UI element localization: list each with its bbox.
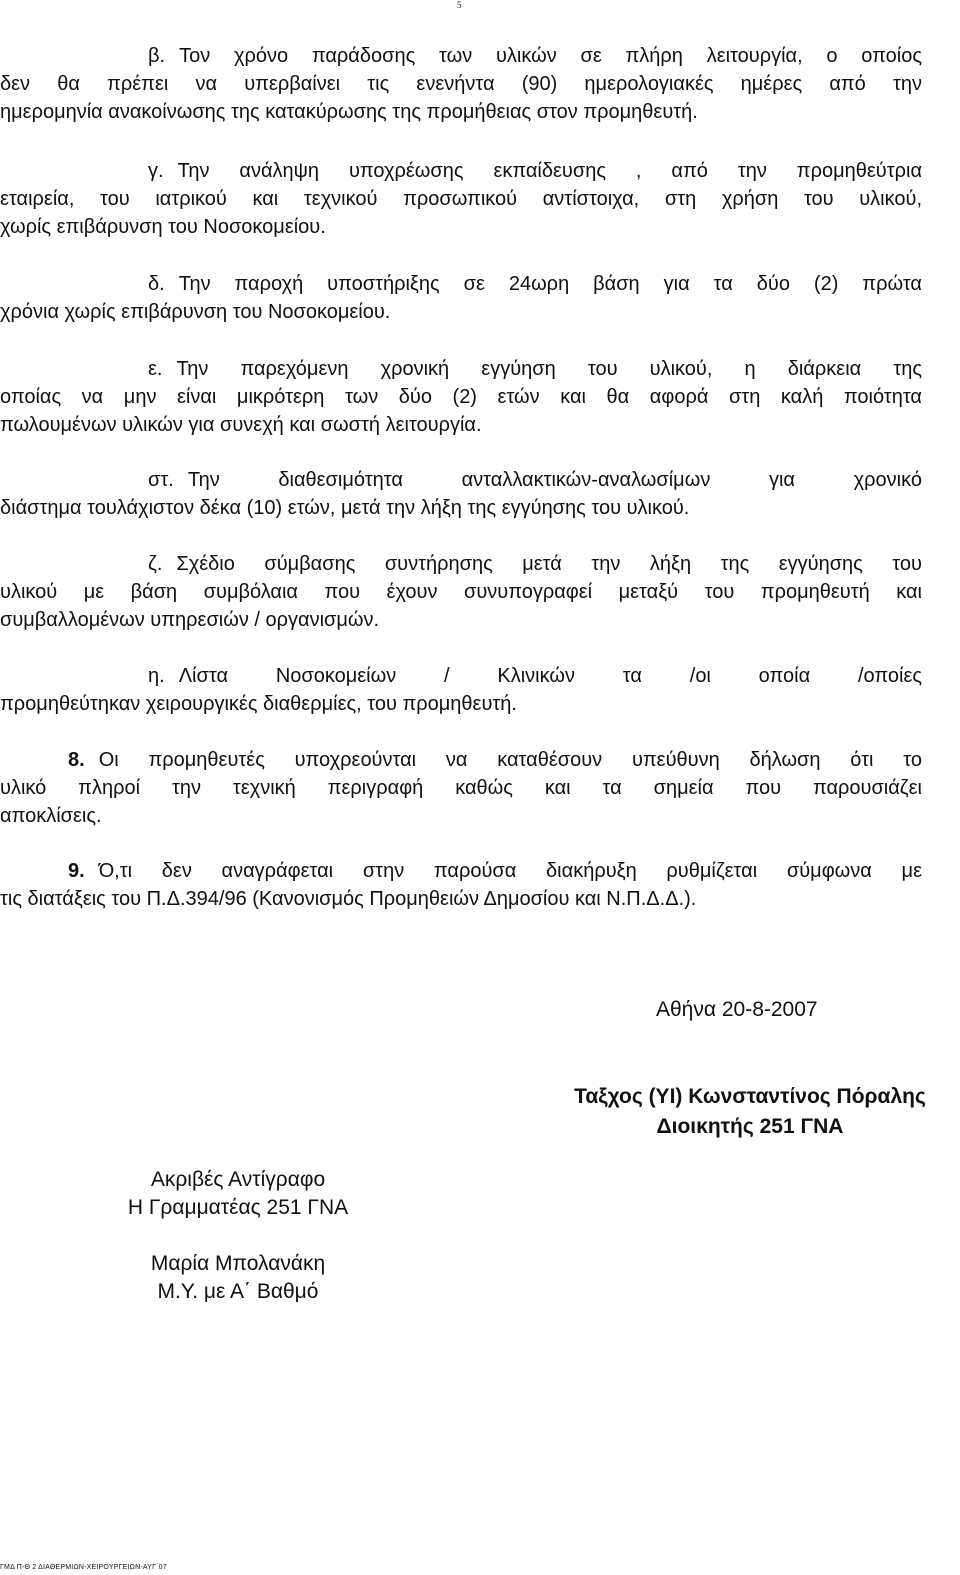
paragraph-8 — [0, 746, 922, 830]
paragraph-z-label: ζ. — [148, 553, 163, 575]
paragraph-h-text1: Λίστα Νοσοκομείων / Κλινικών τα /οι οποία /οποίες — [178, 665, 922, 687]
secretary-rank: Μ.Υ. με Α΄ Βαθμό — [157, 1280, 319, 1303]
paragraph-z-line3: συμβαλλομένων υπηρεσιών / οργανισμών. — [0, 609, 380, 631]
paragraph-e-line2: οποίας να μην είναι μικρότερη των δύο (2) ετών και θα αφορά στη καλή ποιότητα — [0, 386, 922, 408]
paragraph-d-text1: Την παροχή υποστήριξης σε 24ωρη βάση για τα δύο (2) πρώτα — [178, 273, 922, 295]
paragraph-h-line1 — [0, 662, 922, 690]
page-number: 5 — [457, 0, 462, 10]
paragraph-z-line1 — [0, 550, 922, 578]
paragraph-e-label: ε. — [148, 358, 163, 380]
paragraph-d-label: δ. — [148, 273, 165, 295]
paragraph-b — [0, 42, 922, 126]
paragraph-d-line1 — [0, 270, 922, 298]
paragraph-b-line2: δεν θα πρέπει να υπερβαίνει τις ενενήντα (90) ημερολογιακές ημέρες από την — [0, 73, 922, 95]
certified-copy-block — [100, 1166, 376, 1306]
paragraph-b-text1: Τον χρόνο παράδοσης των υλικών σε πλήρη λειτουργία, ο οποίος — [179, 45, 922, 67]
paragraph-c — [0, 157, 922, 241]
paragraph-8-line1 — [0, 746, 922, 774]
paragraph-d-line2: χρόνια χωρίς επιβάρυνση του Νοσοκομείου. — [0, 301, 391, 323]
document-date: Αθήνα 20-8-2007 — [656, 998, 818, 1021]
paragraph-9-line1 — [0, 857, 922, 885]
paragraph-h-label: η. — [148, 665, 165, 687]
paragraph-e-text1: Την παρεχόμενη χρονική εγγύηση του υλικού, η διάρκεια της — [176, 358, 922, 380]
paragraph-8-line2: υλικό πληροί την τεχνική περιγραφή καθώς και τα σημεία που παρουσιάζει — [0, 777, 922, 799]
secretary-name: Μαρία Μπολανάκη — [150, 1252, 326, 1275]
paragraph-st-line2: διάστημα τουλάχιστον δέκα (10) ετών, μετά την λήξη της εγγύησης του υλικού. — [0, 497, 690, 519]
paragraph-8-text1: Οι προμηθευτές υποχρεούνται να καταθέσουν υπεύθυνη δήλωση ότι το — [98, 749, 922, 771]
footer-reference: ΓΜΔ Π-Θ 2 ΔΙΑΘΕΡΜΙΩΝ-ΧΕΙΡΟΥΡΓΕΙΩΝ-ΑΥΓ΄07 — [0, 1564, 167, 1571]
paragraph-b-line1 — [0, 42, 922, 70]
paragraph-z-line2: υλικού με βάση συμβόλαια που έχουν συνυπογραφεί μεταξύ του προμηθευτή και — [0, 581, 922, 603]
paragraph-c-line1 — [0, 157, 922, 185]
paragraph-st-line1 — [0, 466, 922, 494]
paragraph-b-line3: ημερομηνία ανακοίνωσης της κατακύρωσης της προμήθειας στον προμηθευτή. — [0, 101, 698, 123]
paragraph-d — [0, 270, 922, 326]
paragraph-h — [0, 662, 922, 718]
certified-copy-line2: Η Γραμματέας 251 ΓΝΑ — [127, 1196, 349, 1219]
paragraph-c-line3: χωρίς επιβάρυνση του Νοσοκομείου. — [0, 216, 326, 238]
paragraph-8-label: 8. — [68, 749, 85, 771]
paragraph-e-line3: πωλουμένων υλικών για συνεχή και σωστή λειτουργία. — [0, 414, 482, 436]
paragraph-c-line2: εταιρεία, του ιατρικού και τεχνικού προσωπικού αντίστοιχα, στη χρήση του υλικού, — [0, 188, 922, 210]
paragraph-9-text1: Ό,τι δεν αναγράφεται στην παρούσα διακήρυξη ρυθμίζεται σύμφωνα με — [98, 860, 922, 882]
signature-block — [543, 1082, 957, 1142]
paragraph-9 — [0, 857, 922, 913]
paragraph-e-line1 — [0, 355, 922, 383]
signer-name: Ταξχος (ΥΙ) Κωνσταντίνος Πόραλης — [574, 1085, 926, 1108]
certified-copy-line1: Ακριβές Αντίγραφο — [150, 1168, 326, 1191]
paragraph-c-text1: Την ανάληψη υποχρέωσης εκπαίδευσης , από την προμηθεύτρια — [177, 160, 922, 182]
paragraph-8-line3: αποκλίσεις. — [0, 805, 102, 827]
paragraph-c-label: γ. — [148, 160, 164, 182]
paragraph-st-text1: Την διαθεσιμότητα ανταλλακτικών-αναλωσίμων για χρονικό — [187, 469, 922, 491]
signer-title: Διοικητής 251 ΓΝΑ — [656, 1115, 844, 1138]
paragraph-9-label: 9. — [68, 860, 85, 882]
paragraph-z — [0, 550, 922, 634]
spacer — [100, 1222, 376, 1250]
paragraph-h-line2: προμηθεύτηκαν χειρουργικές διαθερμίες, του προμηθευτή. — [0, 693, 517, 715]
paragraph-b-label: β. — [148, 45, 166, 67]
paragraph-st-label: στ. — [148, 469, 174, 491]
paragraph-9-line2: τις διατάξεις του Π.Δ.394/96 (Κανονισμός Προμηθειών Δημοσίου και Ν.Π.Δ.Δ.). — [0, 888, 697, 910]
paragraph-z-text1: Σχέδιο σύμβασης συντήρησης μετά την λήξη της εγγύησης του — [176, 553, 922, 575]
paragraph-st — [0, 466, 922, 522]
paragraph-e — [0, 355, 922, 439]
